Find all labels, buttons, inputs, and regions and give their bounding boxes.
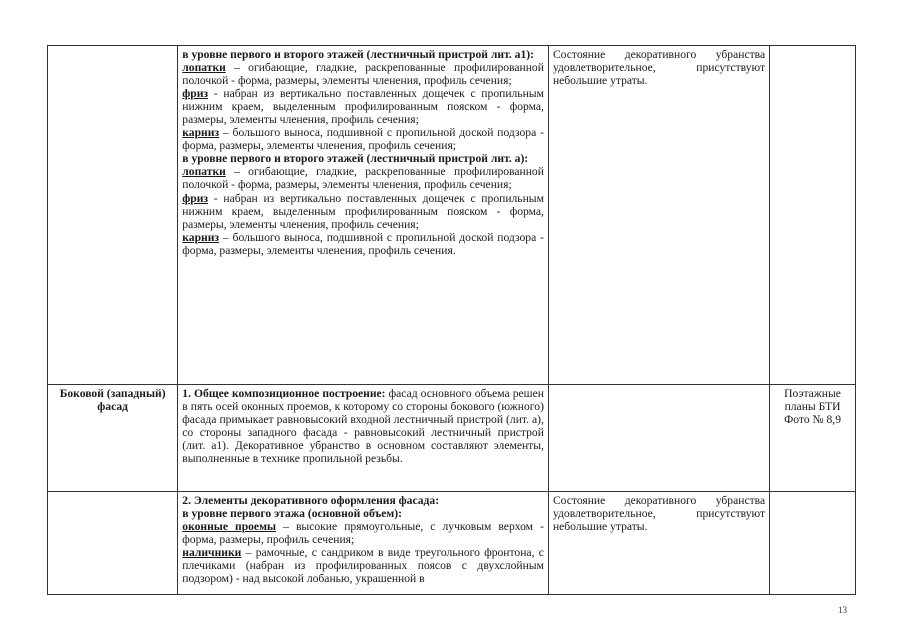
element-term: фриз xyxy=(182,87,209,101)
description-paragraph xyxy=(182,520,544,546)
description-paragraph xyxy=(182,61,544,87)
description-paragraph xyxy=(182,494,544,507)
description-cell xyxy=(178,492,549,595)
element-description: – огибающие, гладкие, раскрепованные профилированной полочкой - форма, размеры, элементы членения, профиль сечения; xyxy=(182,61,544,88)
element-term: карниз xyxy=(182,230,220,244)
description-paragraph xyxy=(182,546,544,585)
description-paragraph xyxy=(182,231,544,257)
element-description: – рамочные, с сандриком в виде треугольного фронтона, с плечиками (набран из профилированных поясов с двухслойным подзором) - над высокой лобанью, украшенной в xyxy=(182,546,544,586)
element-term: фриз xyxy=(182,191,209,205)
facade-description-table xyxy=(47,45,856,595)
element-description: - набран из вертикально поставленных дощечек с пропильным нижним краем, выделенным профилированным пояском - форма, размеры, элементы членения, профиль сечения; xyxy=(182,87,544,127)
description-cell xyxy=(178,46,549,385)
source-cell xyxy=(770,492,856,595)
source-cell xyxy=(770,46,856,385)
element-term: лопатки xyxy=(182,61,226,75)
facade-label-cell: Боковой (западный) фасад xyxy=(48,385,178,492)
element-description: – большого выноса, подшивной с пропильной доской подзора - форма, размеры, элементы членения, профиль сечения; xyxy=(182,126,544,153)
description-paragraph xyxy=(182,48,544,61)
section-heading: в уровне первого и второго этажей (лестничный пристрой лит. а1): xyxy=(182,48,534,61)
section-heading: 1. Общее композиционное построение: xyxy=(182,387,386,400)
table-row xyxy=(48,46,856,385)
source-cell: Поэтажные планы БТИ Фото № 8,9 xyxy=(770,385,856,492)
page-number: 13 xyxy=(838,605,847,615)
table-row xyxy=(48,385,856,492)
element-description: – огибающие, гладкие, раскрепованные профилированной полочкой - форма, размеры, элементы членения, профиль сечения; xyxy=(182,165,544,192)
description-paragraph xyxy=(182,152,544,165)
element-description: - набран из вертикально поставленных дощечек с пропильным нижним краем, выделенным профилированным пояском - форма, размеры, элементы членения, профиль сечения; xyxy=(182,191,544,231)
section-heading: в уровне первого этажа (основной объем): xyxy=(182,507,402,521)
description-paragraph xyxy=(182,192,544,231)
section-heading: в уровне первого и второго этажей (лестничный пристрой лит. а): xyxy=(182,152,529,166)
description-paragraph xyxy=(182,87,544,126)
description-cell xyxy=(178,385,549,492)
element-term: карниз xyxy=(182,126,220,140)
element-term: лопатки xyxy=(182,165,226,179)
element-term: оконные проемы xyxy=(182,520,277,534)
facade-label-cell xyxy=(48,46,178,385)
section-heading: 2. Элементы декоративного оформления фасада: xyxy=(182,494,440,507)
condition-cell: Состояние декоративного убранства удовлетворительное, присутствуют небольшие утраты. xyxy=(548,492,769,595)
description-paragraph xyxy=(182,507,544,520)
condition-cell xyxy=(548,385,769,492)
facade-label-cell xyxy=(48,492,178,595)
element-description: фасад основного объема решен в пять осей оконных проемов, к которому со стороны бокового (южного) фасада примыкает равновысокий входной лестничный пристрой (лит. а), со стороны западного фасада - равновысокий лестничный пристрой (лит. а1). Декоративное убранство в основном составляют элементы, выполненные в технике пропильной резьбы. xyxy=(182,387,544,466)
description-paragraph xyxy=(182,126,544,152)
condition-cell: Состояние декоративного убранства удовлетворительное, присутствуют небольшие утраты. xyxy=(548,46,769,385)
description-paragraph xyxy=(182,387,544,465)
table-row xyxy=(48,492,856,595)
element-description: – высокие прямоугольные, с лучковым верхом - форма, размеры, профиль сечения; xyxy=(182,520,544,547)
element-description: – большого выноса, подшивной с пропильной доской подзора - форма, размеры, элементы членения, профиль сечения. xyxy=(182,230,544,257)
element-term: наличники xyxy=(182,546,242,560)
description-paragraph xyxy=(182,165,544,191)
